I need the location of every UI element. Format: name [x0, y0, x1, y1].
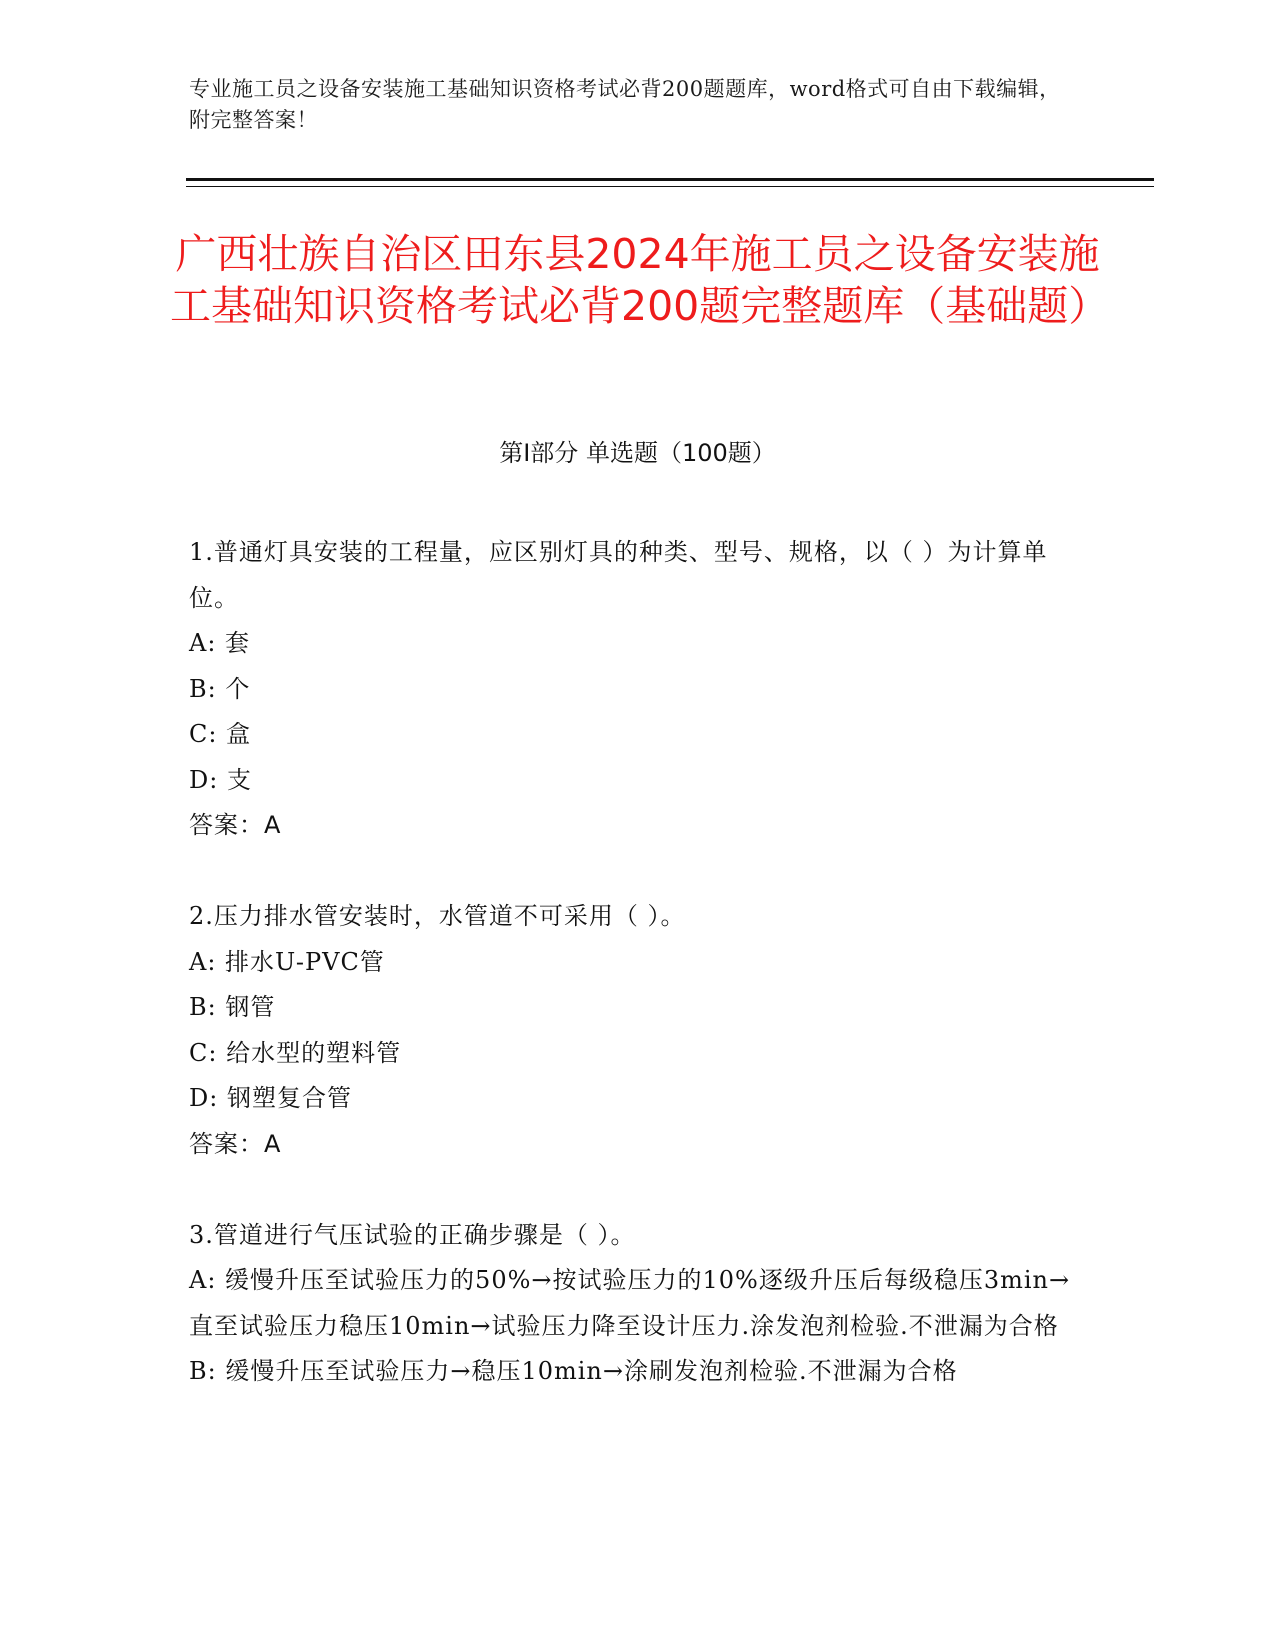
option-b: B: 缓慢升压至试验压力→稳压10min→涂刷发泡剂检验.不泄漏为合格	[189, 1357, 958, 1385]
section-heading: 第Ⅰ部分 单选题（100题）	[499, 439, 776, 467]
question-2	[189, 894, 1089, 1167]
header-note: 专业施工员之设备安装施工基础知识资格考试必背200题题库，word格式可自由下载编辑，附完整答案！	[189, 77, 1061, 132]
question-1	[189, 530, 1089, 849]
option-d: D: 钢塑复合管	[189, 1084, 352, 1112]
option-b: B: 个	[189, 674, 251, 703]
answer: 答案：A	[189, 811, 282, 839]
option-a: A: 排水U-PVC管	[189, 947, 385, 976]
question-list	[189, 530, 1089, 1440]
question-stem: 1.普通灯具安装的工程量，应区别灯具的种类、型号、规格，以（ ）为计算单位。	[189, 538, 1048, 612]
question-3	[189, 1213, 1089, 1395]
document-title: 广西壮族自治区田东县2024年施工员之设备安装施工基础知识资格考试必背200题完整题库（基础题）	[170, 230, 1110, 330]
option-d: D: 支	[189, 765, 252, 794]
question-stem: 2.压力排水管安装时，水管道不可采用（ ）。	[189, 902, 686, 930]
question-stem: 3.管道进行气压试验的正确步骤是（ ）。	[189, 1220, 636, 1249]
header-divider-thick	[186, 178, 1154, 181]
option-c: C: 盒	[189, 720, 252, 748]
header-divider-thin	[186, 186, 1154, 187]
option-c: C: 给水型的塑料管	[189, 1038, 402, 1067]
option-a: A: 缓慢升压至试验压力的50%→按试验压力的10%逐级升压后每级稳压3min→直至试验压力稳压10min→试验压力降至设计压力.涂发泡剂检验.不泄漏为合格	[189, 1266, 1071, 1340]
option-b: B: 钢管	[189, 993, 276, 1021]
answer: 答案：A	[189, 1129, 282, 1158]
option-a: A: 套	[189, 629, 251, 657]
